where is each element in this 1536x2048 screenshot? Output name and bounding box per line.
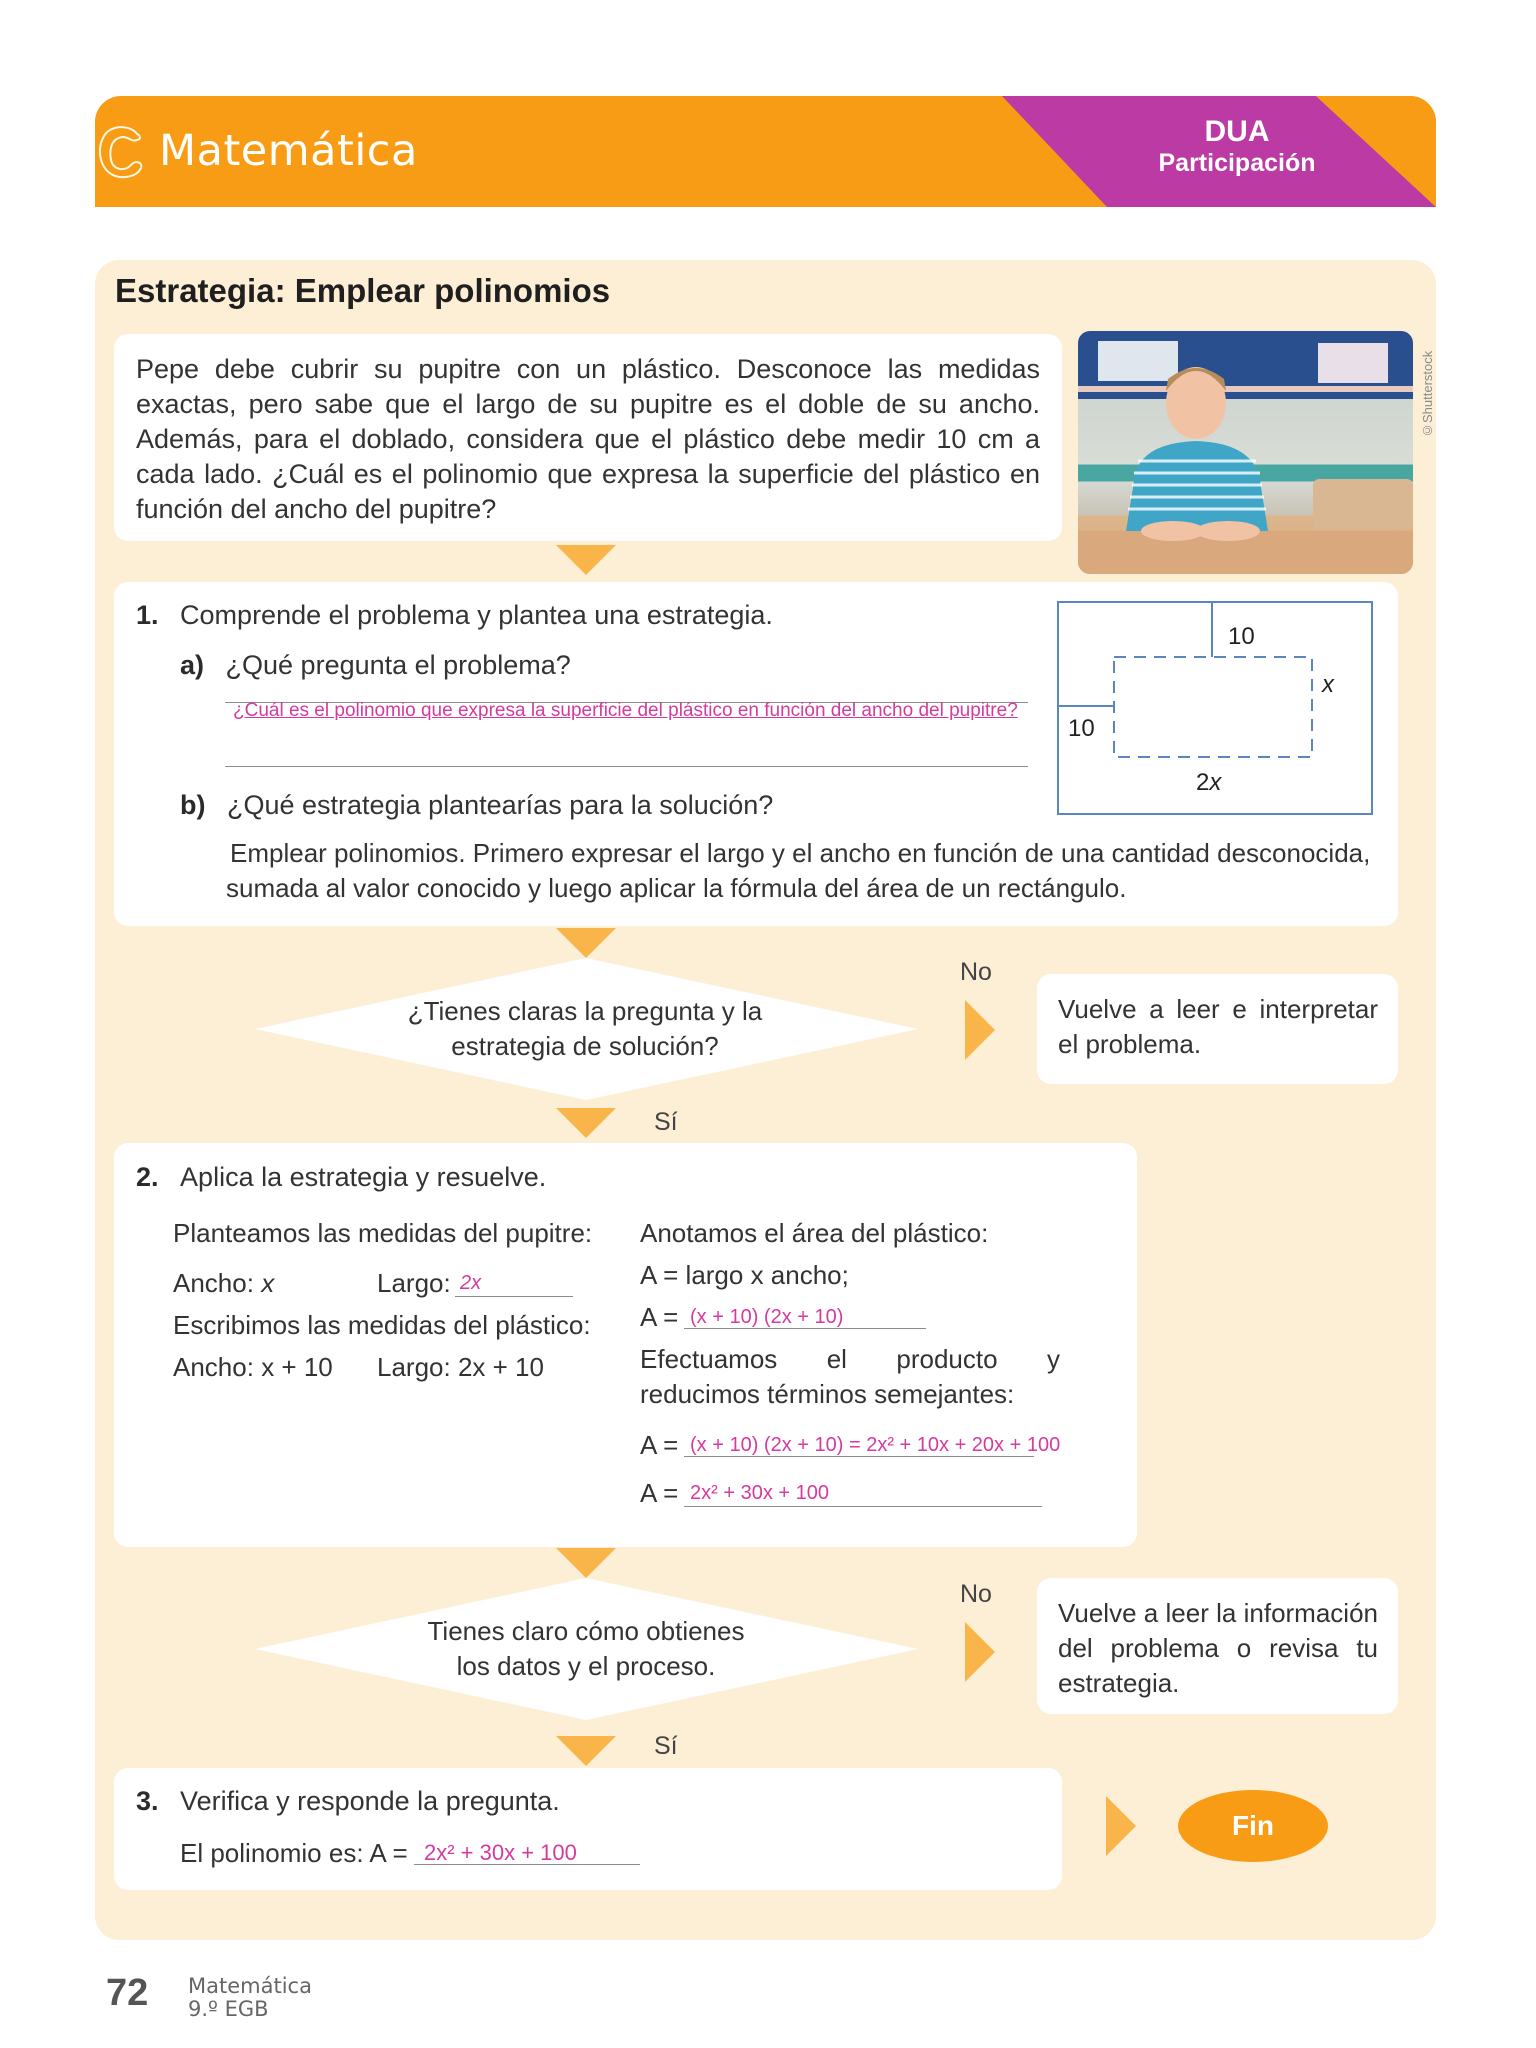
flow-arrow-right-icon	[1106, 1796, 1136, 1856]
decision2-yes-label: Sí	[654, 1732, 678, 1760]
plastic-length-label: Largo:	[377, 1352, 451, 1382]
flow-arrow-down-icon	[556, 928, 616, 958]
step3-title: Verifica y responde la pregunta.	[180, 1786, 560, 1816]
step2-number: 2.	[136, 1162, 159, 1192]
step1-b-answer: Emplear polinomios. Primero expresar el largo y el ancho en función de una cantidad desconocida, sumada al valor conocido y luego aplicar la fórmula del área de un rectángulo.	[226, 838, 1371, 903]
desk-heading: Planteamos las medidas del pupitre:	[173, 1218, 593, 1248]
area-prefix-1: A =	[640, 1302, 679, 1332]
step2-title: Aplica la estrategia y resuelve.	[180, 1162, 547, 1192]
step1-heading	[136, 600, 773, 631]
area-prefix-3: A =	[640, 1478, 679, 1508]
footer-grade: 9.º EGB	[188, 1997, 269, 2021]
area-answer-2[interactable]: (x + 10) (2x + 10) = 2x² + 10x + 20x + 100	[690, 1434, 1061, 1456]
flow-arrow-down-icon	[556, 1108, 616, 1138]
plastic-length-value: 2x + 10	[457, 1352, 544, 1382]
plastic-width	[173, 1350, 333, 1385]
step1-a-question: ¿Qué pregunta el problema?	[225, 650, 571, 680]
photo-credit: ©Shutterstock	[1420, 350, 1435, 438]
step1-question-b	[180, 790, 773, 821]
answer-a-field[interactable]: ¿Cuál es el polinomio que expresa la superficie del plástico en función del ancho del pupitre?	[233, 700, 1018, 721]
plastic-width-label: Ancho:	[173, 1352, 254, 1382]
flow-arrow-down-icon	[556, 545, 616, 575]
area-answer-3[interactable]: 2x² + 30x + 100	[690, 1482, 829, 1504]
dua-badge	[1107, 116, 1367, 178]
diagram-width-label: 2x	[1196, 769, 1222, 796]
desk-length-line	[455, 1296, 573, 1297]
footer-subject: Matemática	[188, 1974, 312, 1998]
dua-badge-title: DUA	[1204, 115, 1270, 148]
subject-header	[95, 96, 1436, 207]
decision1-yes-label: Sí	[654, 1108, 678, 1136]
step1-a-label: a)	[180, 650, 205, 680]
flow-arrow-down-icon	[556, 1736, 616, 1766]
step2-heading	[136, 1162, 546, 1193]
plastic-width-value: x + 10	[261, 1352, 333, 1382]
boy-at-desk-illustration	[1078, 331, 1413, 574]
dua-badge-subtitle: Participación	[1158, 149, 1316, 177]
decision2-no-label: No	[960, 1580, 992, 1608]
flow-arrow-right-icon	[965, 1000, 995, 1060]
step1-b-label: b)	[180, 790, 206, 820]
decision2-no-action: Vuelve a leer la información del problema o revisa tu estrategia.	[1058, 1598, 1378, 1698]
strategy-title: Estrategia: Emplear polinomios	[115, 272, 611, 309]
student-photo	[1078, 331, 1413, 574]
step3-number: 3.	[136, 1786, 159, 1816]
product-text: Efectuamos el producto y reducimos términos semejantes:	[640, 1344, 1060, 1409]
step3-answer-prefix: El polinomio es: A =	[180, 1838, 408, 1868]
area-formula: A = largo x ancho;	[640, 1260, 849, 1290]
diagram-height-label: x	[1322, 671, 1334, 698]
decision1-no-action: Vuelve a leer e interpretar el problema.	[1058, 994, 1378, 1059]
area-heading: Anotamos el área del plástico:	[640, 1218, 989, 1248]
flow-arrow-right-icon	[965, 1622, 995, 1682]
desk-plastic-diagram	[1056, 600, 1376, 820]
page-number: 72	[106, 1972, 149, 2014]
area-prefix-2: A =	[640, 1430, 679, 1460]
footer-info	[188, 1975, 312, 2021]
decision2-question: Tienes claro cómo obtienes los datos y el proceso.	[427, 1616, 745, 1681]
plastic-length	[377, 1350, 544, 1385]
decision1-no-label: No	[960, 958, 992, 986]
end-node: Fin	[1178, 1790, 1328, 1862]
area-line-3	[684, 1506, 1042, 1507]
plastic-heading: Escribimos las medidas del plástico:	[173, 1310, 591, 1340]
area-answer-1[interactable]: (x + 10) (2x + 10)	[690, 1306, 844, 1328]
step1-b-question: ¿Qué estrategia plantearías para la solución?	[227, 790, 774, 820]
step3-heading	[136, 1786, 560, 1817]
flow-arrow-down-icon	[556, 1548, 616, 1578]
desk-width-value: x	[261, 1268, 275, 1298]
subject-logo-icon	[97, 122, 147, 180]
desk-width	[173, 1266, 274, 1301]
desk-length-answer[interactable]: 2x	[460, 1272, 482, 1294]
subject-title: Matemática	[159, 126, 418, 176]
step1-number: 1.	[136, 600, 159, 630]
step1-title: Comprende el problema y plantea una estrategia.	[180, 600, 773, 630]
step3-answer-field[interactable]: 2x² + 30x + 100	[424, 1840, 577, 1865]
problem-statement: Pepe debe cubrir su pupitre con un plástico. Desconoce las medidas exactas, pero sabe que el largo de su pupitre es el doble de su ancho. Además, para el doblado, considera que el plástico debe medir 10 cm a cada lado. ¿Cuál es el polinomio que expresa la superficie del plástico en función del ancho del pupitre?	[136, 354, 1040, 524]
step1-question-a	[180, 650, 571, 681]
desk-width-label: Ancho:	[173, 1268, 254, 1298]
desk-length-label: Largo:	[377, 1268, 451, 1298]
answer-a-line-2	[225, 766, 1028, 767]
diagram-top-label: 10	[1228, 623, 1255, 650]
decision1-question: ¿Tienes claras la pregunta y la estrategia de solución?	[407, 996, 763, 1061]
desk-length	[377, 1266, 451, 1301]
diagram-left-label: 10	[1068, 715, 1095, 742]
